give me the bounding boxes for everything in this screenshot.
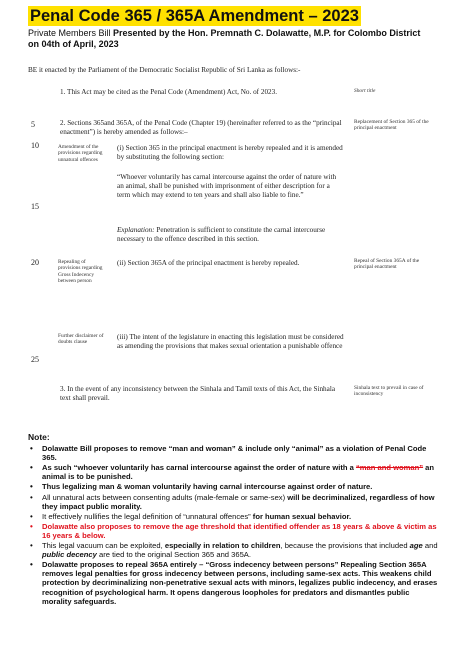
subtitle-prefix: Private Members Bill (28, 28, 114, 38)
subsection-ii-margin-note: Repealing of provisions regarding Gross Indecency between person (58, 259, 103, 285)
subsection-iii-text: (iii) The intent of the legislature in enacting this legislation must be considered as amending the provisions that makes sexual orientation a punishable offence (117, 333, 344, 350)
line-number: 25 (31, 355, 39, 364)
note-text-em: public decency (42, 550, 97, 560)
note-text: and (422, 541, 438, 551)
note-text: This legal vacuum can be exploited, (42, 541, 165, 551)
note-text: an animal is to be punished. (42, 463, 435, 482)
clause-2-note: Replacement of Section 365 of the principal enactment (354, 119, 429, 132)
note-text: are tied to the original Section 365 and 365A. (96, 550, 251, 560)
document-title: Penal Code 365 / 365A Amendment – 2023 (30, 7, 359, 25)
subsection-iii-margin-note: Further disclaimer of doubts clause (58, 333, 104, 346)
clause-1-note: Short title (354, 88, 376, 94)
enacting-clause: BE it enacted by the Parliament of the Democratic Socialist Republic of Sri Lanka as follows:- (28, 66, 301, 74)
clause-3-text: 3. In the event of any inconsistency between the Sinhala and Tamil texts of this Act, the Sinhala text shall prevail. (60, 385, 336, 402)
note-text: As such “whoever voluntarily has carnal intercourse against the order of nature with a (42, 463, 356, 473)
commentary-note (28, 433, 438, 607)
note-item-highlight: • Dolawatte also proposes to remove the age threshold that identified offender as 18 years & above & victim as 16 years & below. (38, 522, 438, 540)
note-heading: Note: (28, 432, 50, 442)
clause-1-text: 1. This Act may be cited as the Penal Code (Amendment) Act, No. of 2023. (60, 88, 278, 96)
note-text-bold: will be decriminalized, regardless of how they impact public morality. (42, 492, 435, 511)
line-number: 20 (31, 258, 39, 267)
explanation (117, 226, 343, 244)
subsection-ii-text: (ii) Section 365A of the principal enactment is hereby repealed. (117, 259, 300, 267)
note-text-bold: for human sexual behavior. (252, 511, 352, 521)
note-item (38, 512, 438, 521)
line-number: 5 (31, 120, 35, 129)
note-item: • Thus legalizing man & woman voluntarily having carnal intercourse against order of nature. (38, 482, 438, 491)
clause-3-note: Sinhala text to prevail in case of inconsistency (354, 385, 424, 398)
note-text: , because the provisions that included (280, 541, 410, 551)
note-text-em: age (409, 541, 423, 551)
line-number: 15 (31, 202, 39, 211)
explanation-text: Penetration is sufficient to constitute the carnal intercourse necessary to the offence described in this section. (117, 226, 326, 243)
subsection-i-margin-note: Amendment of the provisions regarding unnatural offences (58, 144, 103, 163)
note-item (38, 493, 438, 511)
clause-2-text: 2. Sections 365and 365A, of the Penal Code (Chapter 19) (hereinafter referred to as the “principal enactment”) is hereby amended as follows:– (60, 119, 342, 136)
struck-text: “man and woman” (355, 463, 424, 473)
note-item (38, 463, 438, 481)
note-item: • Dolawatte Bill proposes to remove “man and woman” & include only “animal” as a violation of Penal Code 365. (38, 444, 438, 462)
note-item: • Dolawatte proposes to repeal 365A entirely – “Gross indecency between persons” Repealing Section 365A removes legal penalties for gross indecency between persons, including same-sex acts. This weakens child protection by decriminalizing non-penetrative sexual acts with minors, legalizes public indecency, and erases recognition of psychological harm. It opens dangerous loopholes for predators and dismantles public morality safeguards. (38, 560, 438, 605)
bill-subtitle (28, 28, 428, 50)
note-list (28, 444, 438, 606)
subtitle-presenter: Presented by the Hon. Premnath C. Dolawatte, M.P. for Colombo District on 04th of April, 2023 (28, 28, 421, 49)
note-text-bold: especially in relation to children (164, 541, 281, 551)
section-365-quote: “Whoever voluntarily has carnal intercourse against the order of nature with an animal, shall be punished with imprisonment of either description for a term which may extend to ten years and shall also liable to fine.” (117, 173, 337, 199)
note-text: It effectively nullifies the legal definition of “unnatural offences” (42, 511, 253, 521)
note-item (38, 541, 438, 559)
subsection-i-text: (i) Section 365 in the principal enactment is hereby repealed and it is amended by substituting the following section: (117, 144, 343, 161)
subsection-ii-note: Repeal of Section 365A of the principal enactment (354, 258, 420, 271)
explanation-label: Explanation: (117, 226, 155, 234)
note-text: All unnatural acts between consenting adults (male-female or same-sex) (42, 492, 288, 502)
line-number: 10 (31, 141, 39, 150)
